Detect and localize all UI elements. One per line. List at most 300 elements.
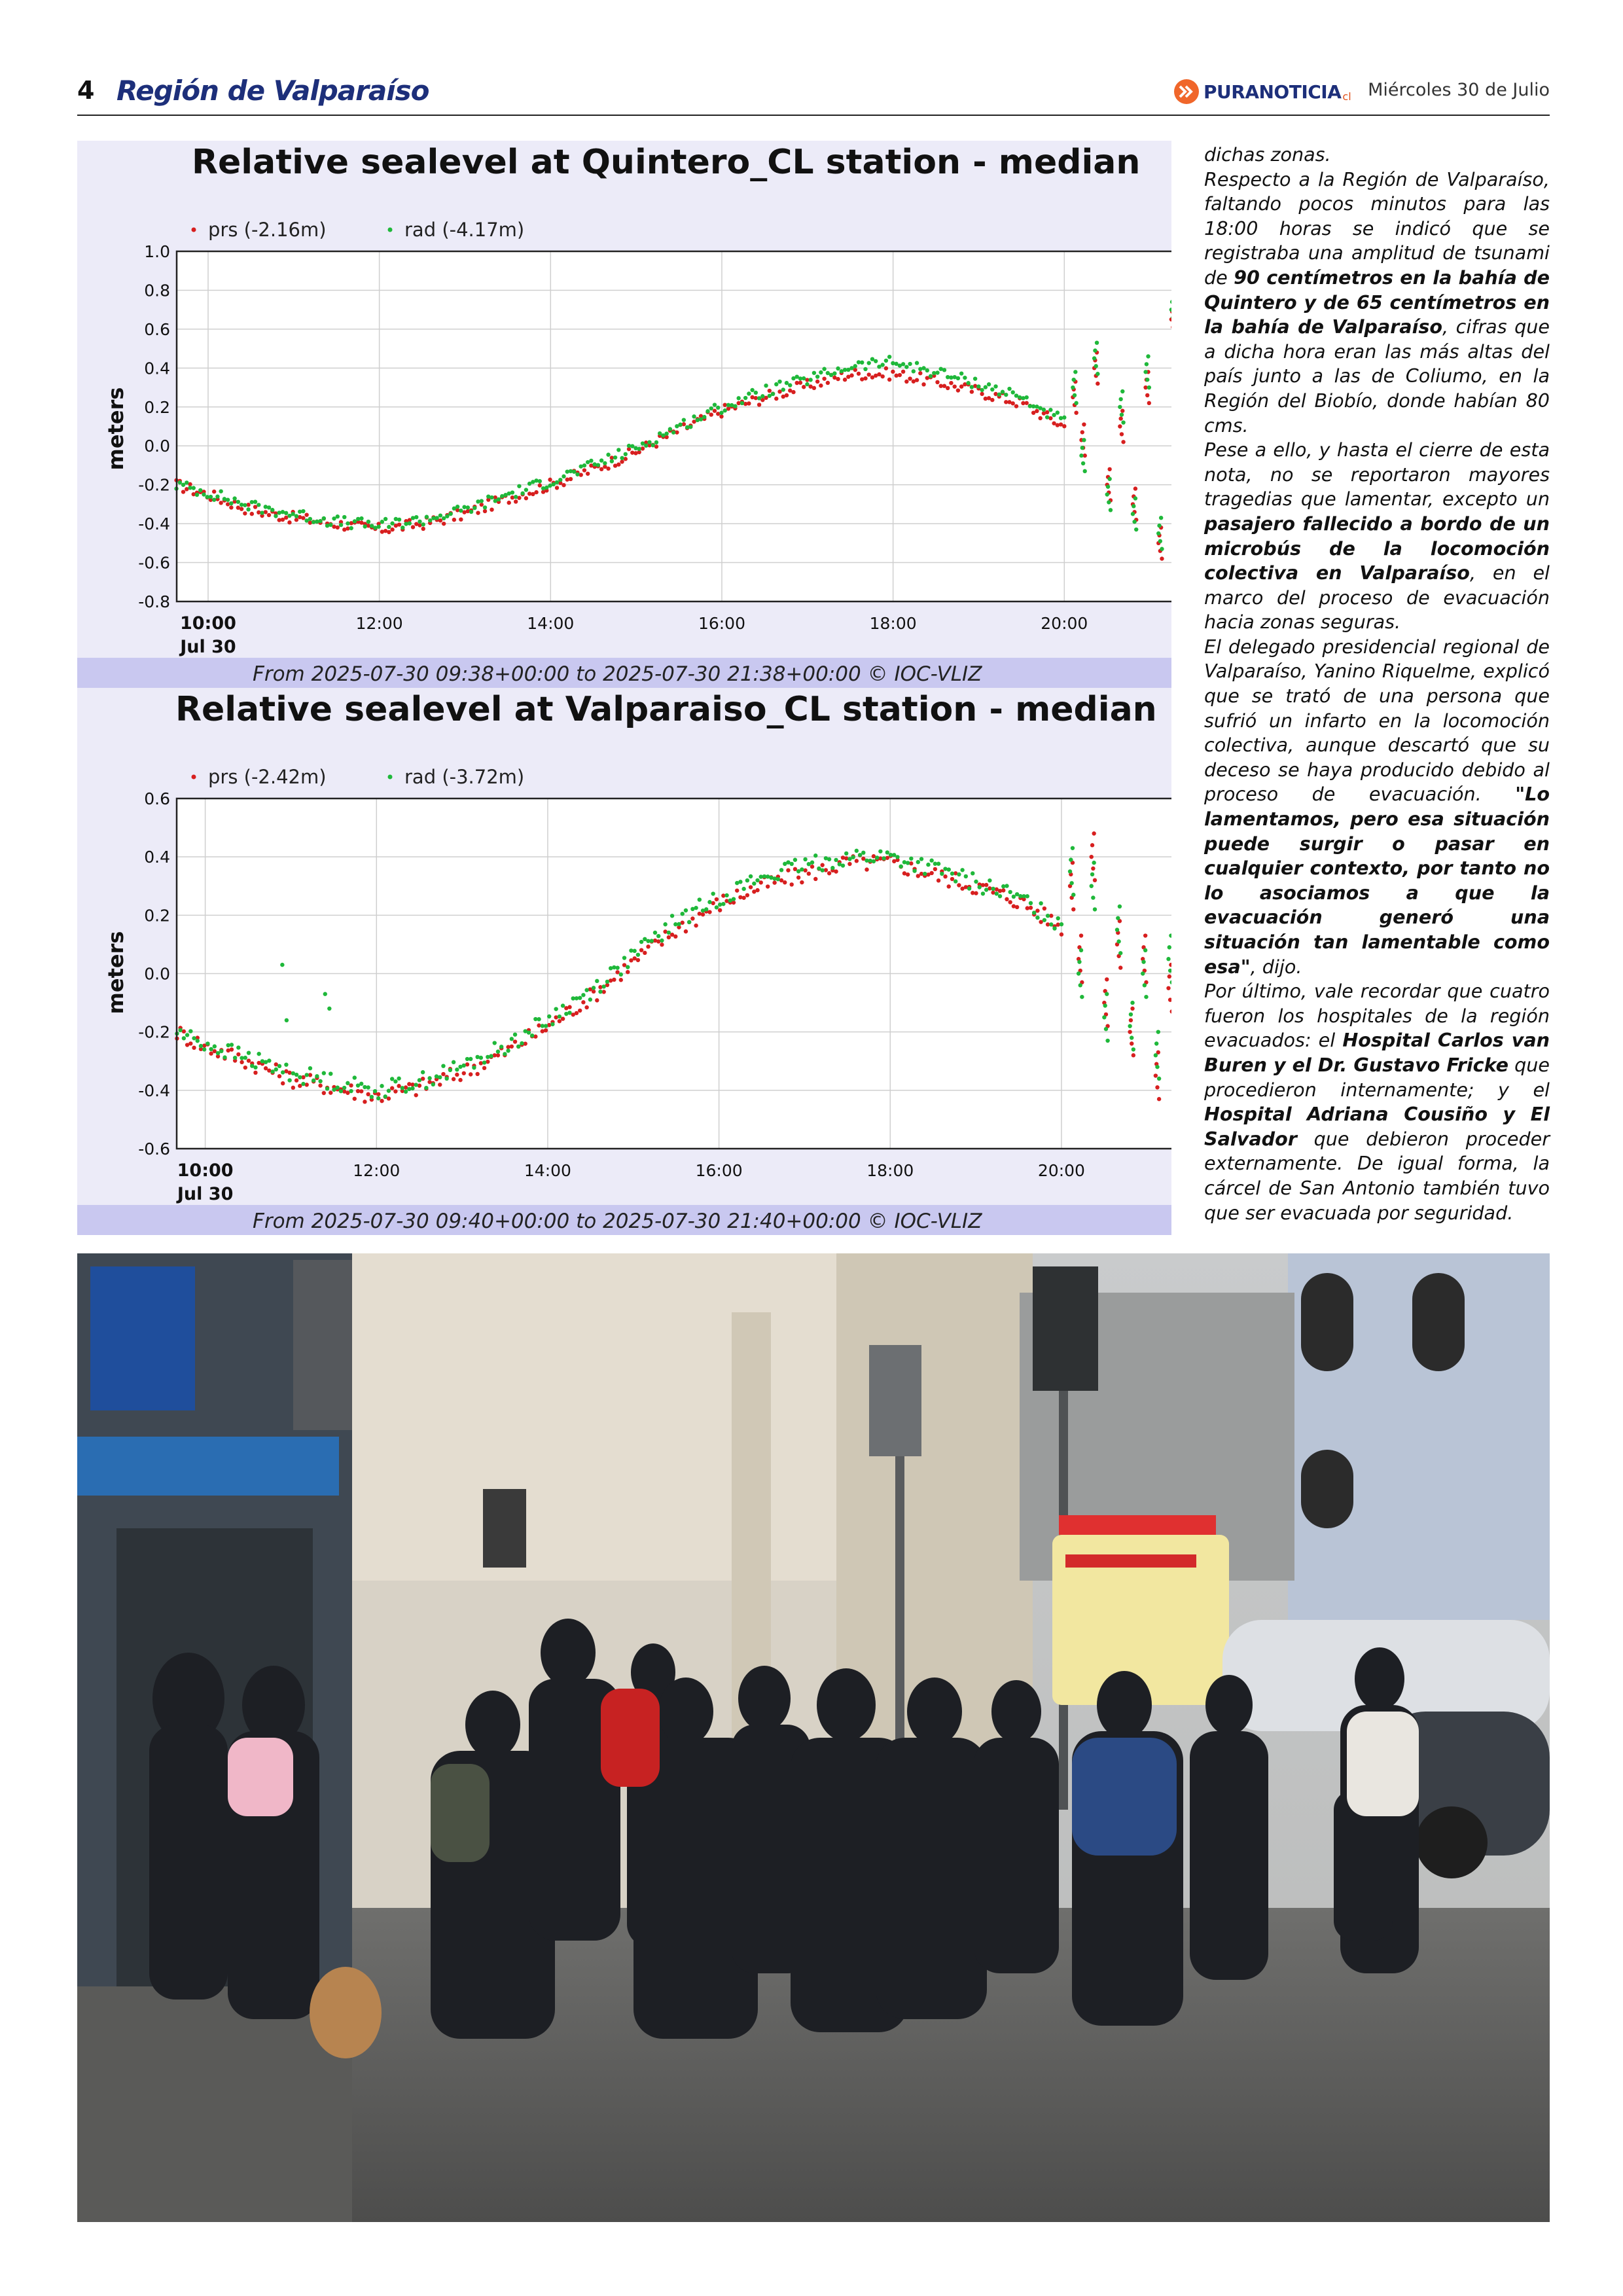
data-point bbox=[444, 1077, 448, 1081]
data-point bbox=[473, 506, 476, 510]
data-point bbox=[1118, 416, 1122, 420]
data-point bbox=[280, 963, 284, 967]
data-point bbox=[397, 522, 401, 526]
y-tick-label: -0.6 bbox=[138, 1139, 170, 1158]
data-point bbox=[561, 1003, 565, 1007]
data-point bbox=[1079, 454, 1083, 457]
data-point bbox=[1095, 340, 1099, 344]
data-point bbox=[1024, 401, 1028, 405]
data-point bbox=[482, 1066, 486, 1070]
data-point bbox=[1068, 869, 1072, 873]
data-point bbox=[957, 883, 961, 887]
data-point bbox=[735, 888, 739, 892]
data-point bbox=[800, 880, 804, 884]
x-tick-label: 16:00 bbox=[695, 1161, 743, 1180]
data-point bbox=[1130, 1035, 1133, 1039]
data-point bbox=[411, 525, 415, 529]
data-point bbox=[1043, 918, 1046, 922]
data-point bbox=[952, 384, 956, 388]
data-point bbox=[1090, 872, 1094, 876]
data-point bbox=[335, 1085, 339, 1089]
data-point bbox=[644, 444, 648, 448]
data-point bbox=[267, 1058, 271, 1062]
data-point bbox=[940, 872, 944, 876]
data-point bbox=[510, 1037, 514, 1041]
data-point bbox=[694, 924, 698, 927]
legend-rad-label: rad (-3.72m) bbox=[404, 766, 525, 788]
data-point bbox=[1118, 965, 1122, 969]
data-point bbox=[596, 463, 600, 467]
data-point bbox=[322, 516, 326, 520]
data-point bbox=[755, 888, 759, 892]
data-point bbox=[815, 374, 819, 378]
data-point bbox=[294, 1073, 298, 1077]
data-point bbox=[1168, 945, 1171, 949]
data-point bbox=[976, 384, 980, 388]
data-point bbox=[1106, 484, 1110, 488]
data-point bbox=[1146, 354, 1150, 358]
data-point bbox=[475, 1072, 479, 1076]
data-point bbox=[229, 505, 233, 509]
issue-date: Miércoles 30 de Julio bbox=[1368, 80, 1550, 100]
data-point bbox=[480, 503, 484, 507]
data-point bbox=[448, 1068, 452, 1072]
data-point bbox=[558, 1014, 562, 1018]
data-point bbox=[718, 908, 722, 912]
data-point bbox=[716, 406, 720, 410]
data-point bbox=[880, 374, 884, 378]
data-point bbox=[667, 935, 671, 939]
data-point bbox=[339, 523, 343, 527]
data-point bbox=[599, 467, 603, 471]
data-point bbox=[230, 1043, 234, 1047]
data-point bbox=[329, 523, 332, 527]
data-point bbox=[793, 858, 797, 862]
data-point bbox=[315, 1074, 319, 1078]
data-point bbox=[219, 1049, 223, 1053]
data-point bbox=[490, 507, 493, 511]
data-point bbox=[687, 920, 691, 924]
data-point bbox=[682, 418, 686, 422]
data-point bbox=[1120, 409, 1124, 413]
x-date-label: Jul 30 bbox=[177, 1184, 234, 1204]
data-point bbox=[1074, 410, 1078, 414]
data-point bbox=[636, 958, 640, 962]
data-point bbox=[393, 1079, 397, 1083]
x-tick-label: 10:00 bbox=[179, 613, 236, 634]
data-point bbox=[414, 1083, 418, 1086]
data-point bbox=[959, 384, 963, 388]
data-point bbox=[1147, 401, 1151, 405]
data-point bbox=[1132, 520, 1136, 524]
data-point bbox=[715, 897, 719, 901]
data-point bbox=[764, 384, 768, 387]
data-point bbox=[684, 929, 688, 933]
data-point bbox=[926, 863, 930, 867]
data-point bbox=[812, 371, 816, 375]
data-point bbox=[1128, 1030, 1132, 1033]
data-point bbox=[499, 1045, 503, 1049]
data-point bbox=[1011, 390, 1015, 394]
data-point bbox=[1118, 905, 1122, 908]
data-point bbox=[908, 376, 912, 380]
data-point bbox=[1073, 370, 1077, 374]
data-point bbox=[615, 970, 619, 974]
x-tick-label: 10:00 bbox=[177, 1160, 234, 1181]
data-point bbox=[834, 858, 838, 862]
legend-rad-label: rad (-4.17m) bbox=[404, 219, 525, 241]
data-point bbox=[620, 459, 624, 463]
legend-prs-marker bbox=[192, 775, 196, 780]
data-point bbox=[442, 522, 446, 526]
data-point bbox=[752, 882, 756, 886]
data-point bbox=[970, 385, 974, 389]
data-point bbox=[616, 448, 620, 452]
data-point bbox=[1062, 424, 1066, 428]
data-point bbox=[802, 385, 806, 389]
data-point bbox=[1133, 496, 1137, 500]
data-point bbox=[1157, 1077, 1161, 1081]
data-point bbox=[1168, 975, 1171, 978]
y-tick-label: -0.6 bbox=[138, 553, 170, 573]
data-point bbox=[1060, 922, 1063, 926]
data-point bbox=[921, 382, 925, 386]
data-point bbox=[599, 458, 603, 462]
data-point bbox=[274, 1067, 278, 1071]
data-point bbox=[1116, 939, 1120, 943]
data-point bbox=[380, 1099, 383, 1103]
data-point bbox=[1049, 922, 1053, 926]
data-point bbox=[595, 979, 599, 983]
x-tick-label: 18:00 bbox=[866, 1161, 914, 1180]
data-point bbox=[1118, 951, 1122, 955]
data-point bbox=[688, 425, 692, 429]
data-point bbox=[745, 893, 749, 897]
data-point bbox=[1132, 1053, 1135, 1057]
data-point bbox=[1132, 504, 1135, 508]
data-point bbox=[243, 1066, 247, 1069]
data-point bbox=[1128, 1024, 1132, 1028]
data-point bbox=[192, 1036, 196, 1040]
legend-rad-marker bbox=[388, 775, 393, 780]
data-point bbox=[622, 956, 626, 960]
data-point bbox=[301, 509, 305, 513]
data-point bbox=[373, 1089, 377, 1093]
data-point bbox=[713, 403, 717, 406]
data-point bbox=[544, 1024, 548, 1028]
data-point bbox=[181, 490, 185, 493]
data-point bbox=[1105, 992, 1109, 996]
y-tick-label: 0.8 bbox=[144, 281, 170, 300]
data-point bbox=[851, 855, 855, 859]
data-point bbox=[318, 519, 322, 523]
data-point bbox=[223, 1055, 226, 1059]
data-point bbox=[779, 868, 783, 872]
data-point bbox=[452, 1077, 455, 1081]
data-point bbox=[555, 480, 559, 484]
data-point bbox=[253, 1071, 257, 1075]
data-point bbox=[547, 1014, 551, 1018]
data-point bbox=[875, 855, 879, 859]
data-point bbox=[483, 509, 487, 513]
article-column bbox=[1204, 143, 1550, 1225]
data-point bbox=[1130, 1001, 1134, 1005]
data-point bbox=[270, 508, 274, 512]
article-paragraph: Respecto a la Región de Valparaíso, faltando pocos minutos para las 18:00 horas se indicó que se registraba una amplitud de tsunami de 90 centímetros en la bahía de Quintero y de 65 centímetros en la bahía de Valparaíso, cifras que a dicha hora eran las más altas del país junto a las de Coliumo, en la Región del Biobío, donde habían 80 cms. bbox=[1204, 168, 1550, 437]
data-point bbox=[188, 1041, 192, 1045]
data-point bbox=[202, 1047, 206, 1051]
data-point bbox=[380, 520, 384, 524]
data-point bbox=[452, 518, 456, 522]
data-point bbox=[916, 860, 920, 864]
data-point bbox=[1118, 397, 1122, 401]
data-point bbox=[1105, 492, 1109, 496]
data-point bbox=[308, 517, 312, 521]
data-point bbox=[1071, 378, 1075, 382]
data-point bbox=[497, 497, 501, 501]
data-point bbox=[366, 1092, 370, 1096]
data-point bbox=[959, 371, 963, 375]
data-point bbox=[1007, 387, 1011, 391]
data-point bbox=[418, 520, 421, 524]
data-point bbox=[421, 527, 425, 531]
data-point bbox=[702, 415, 706, 419]
data-point bbox=[243, 503, 247, 507]
data-point bbox=[383, 1094, 387, 1098]
data-point bbox=[425, 515, 429, 519]
data-point bbox=[578, 996, 582, 999]
data-point bbox=[294, 514, 298, 518]
data-point bbox=[421, 1070, 425, 1074]
data-point bbox=[205, 1041, 209, 1045]
data-point bbox=[970, 389, 974, 393]
data-point bbox=[1069, 881, 1073, 885]
data-point bbox=[510, 1045, 514, 1049]
data-point bbox=[212, 497, 216, 501]
data-point bbox=[513, 1032, 517, 1036]
data-point bbox=[1015, 905, 1019, 909]
data-point bbox=[1039, 901, 1043, 905]
data-point bbox=[1134, 528, 1138, 531]
data-point bbox=[615, 965, 619, 969]
data-point bbox=[908, 362, 912, 366]
data-point bbox=[544, 1028, 548, 1032]
data-point bbox=[538, 483, 542, 487]
data-point bbox=[860, 361, 864, 365]
data-point bbox=[745, 878, 749, 882]
data-point bbox=[626, 970, 630, 974]
data-point bbox=[887, 355, 891, 359]
data-point bbox=[923, 872, 927, 876]
data-point bbox=[586, 472, 590, 476]
data-point bbox=[613, 456, 617, 459]
data-point bbox=[1077, 960, 1081, 963]
article-paragraph: dichas zonas. bbox=[1204, 143, 1331, 166]
data-point bbox=[250, 512, 254, 516]
data-point bbox=[1082, 438, 1086, 442]
data-point bbox=[942, 368, 946, 372]
data-point bbox=[709, 412, 713, 416]
data-point bbox=[483, 505, 487, 509]
data-point bbox=[776, 877, 780, 881]
page-header bbox=[77, 72, 1550, 118]
data-point bbox=[827, 857, 831, 861]
chart-footer: From 2025-07-30 09:40+00:00 to 2025-07-30 21:40+00:00 © IOC-VLIZ bbox=[253, 1210, 982, 1233]
data-point bbox=[318, 1083, 322, 1087]
data-point bbox=[1038, 416, 1042, 420]
data-point bbox=[810, 861, 814, 865]
data-point bbox=[185, 1033, 189, 1037]
data-point bbox=[588, 997, 592, 1001]
data-point bbox=[711, 891, 715, 895]
data-point bbox=[619, 973, 623, 977]
data-point bbox=[558, 478, 562, 482]
chart-footer: From 2025-07-30 09:38+00:00 to 2025-07-30 21:38+00:00 © IOC-VLIZ bbox=[253, 662, 982, 686]
data-point bbox=[1166, 957, 1170, 961]
data-point bbox=[960, 868, 964, 872]
data-point bbox=[469, 1072, 473, 1076]
y-tick-label: -0.4 bbox=[138, 1081, 170, 1100]
data-point bbox=[209, 1047, 213, 1051]
data-point bbox=[878, 850, 882, 853]
data-point bbox=[397, 1077, 401, 1081]
data-point bbox=[1090, 884, 1094, 888]
data-point bbox=[506, 1049, 510, 1052]
data-point bbox=[660, 942, 664, 946]
y-tick-label: 0.2 bbox=[144, 906, 170, 925]
data-point bbox=[209, 495, 213, 499]
data-point bbox=[956, 376, 960, 380]
data-point bbox=[872, 859, 876, 863]
data-point bbox=[462, 1071, 466, 1075]
data-point bbox=[527, 1030, 531, 1034]
data-point bbox=[230, 1047, 234, 1051]
data-point bbox=[339, 1089, 343, 1093]
data-point bbox=[346, 522, 349, 526]
data-point bbox=[1079, 933, 1083, 937]
data-point bbox=[921, 366, 925, 370]
data-point bbox=[747, 401, 751, 405]
data-point bbox=[1121, 440, 1125, 444]
data-point bbox=[997, 393, 1001, 397]
data-point bbox=[891, 370, 895, 374]
data-point bbox=[581, 1000, 585, 1004]
data-point bbox=[929, 871, 933, 875]
data-point bbox=[950, 877, 954, 881]
data-point bbox=[418, 1078, 421, 1082]
data-point bbox=[898, 373, 902, 377]
data-point bbox=[901, 370, 905, 374]
data-point bbox=[387, 530, 391, 534]
data-point bbox=[1014, 404, 1018, 408]
data-point bbox=[584, 1005, 588, 1009]
data-point bbox=[267, 513, 271, 517]
data-point bbox=[740, 401, 744, 405]
data-point bbox=[863, 367, 867, 371]
data-point bbox=[589, 459, 593, 463]
data-point bbox=[884, 359, 888, 363]
data-point bbox=[578, 1009, 582, 1013]
data-point bbox=[438, 1075, 442, 1079]
data-point bbox=[867, 361, 871, 365]
data-point bbox=[510, 490, 514, 494]
data-point bbox=[318, 1079, 322, 1083]
data-point bbox=[616, 462, 620, 466]
data-point bbox=[1073, 393, 1077, 397]
data-point bbox=[884, 367, 888, 370]
data-point bbox=[329, 1090, 332, 1094]
data-point bbox=[781, 387, 785, 391]
data-point bbox=[749, 885, 753, 889]
y-tick-label: 0.6 bbox=[144, 319, 170, 339]
y-tick-label: 0.0 bbox=[144, 437, 170, 456]
data-point bbox=[785, 393, 789, 397]
data-point bbox=[741, 887, 745, 891]
data-point bbox=[822, 376, 826, 380]
data-point bbox=[524, 488, 528, 492]
data-point bbox=[719, 411, 723, 415]
data-point bbox=[1154, 1073, 1158, 1077]
data-point bbox=[701, 912, 705, 916]
data-point bbox=[424, 1086, 428, 1090]
data-point bbox=[274, 514, 277, 518]
data-point bbox=[707, 910, 711, 914]
data-point bbox=[813, 877, 817, 881]
data-point bbox=[517, 484, 521, 488]
data-point bbox=[966, 381, 970, 385]
data-point bbox=[743, 396, 747, 400]
data-point bbox=[1159, 516, 1163, 520]
data-point bbox=[1032, 910, 1036, 914]
section-title: Región de Valparaíso bbox=[116, 75, 429, 107]
data-point bbox=[390, 1086, 394, 1090]
data-point bbox=[1029, 901, 1033, 905]
data-point bbox=[786, 868, 790, 872]
data-point bbox=[1116, 916, 1120, 920]
data-point bbox=[785, 381, 789, 385]
data-point bbox=[247, 1058, 251, 1062]
data-point bbox=[882, 856, 885, 860]
data-point bbox=[466, 505, 470, 509]
data-point bbox=[393, 1089, 397, 1093]
data-point bbox=[240, 507, 243, 511]
puranoticia-logo-icon bbox=[1173, 79, 1200, 105]
data-point bbox=[567, 1011, 571, 1014]
data-point bbox=[946, 386, 950, 390]
x-tick-label: 14:00 bbox=[524, 1161, 571, 1180]
data-point bbox=[592, 986, 596, 990]
data-point bbox=[664, 431, 668, 435]
data-point bbox=[353, 519, 357, 523]
data-point bbox=[832, 371, 836, 375]
y-axis-label: meters bbox=[103, 931, 128, 1014]
legend-prs-marker bbox=[192, 228, 196, 232]
data-point bbox=[1093, 907, 1097, 911]
brand-name: PURANOTICIA bbox=[1204, 81, 1342, 103]
data-point bbox=[606, 453, 610, 457]
data-point bbox=[654, 440, 658, 444]
data-point bbox=[1143, 370, 1147, 374]
data-point bbox=[865, 867, 868, 871]
data-point bbox=[1156, 531, 1160, 535]
data-point bbox=[458, 1078, 462, 1082]
data-point bbox=[626, 965, 630, 969]
data-point bbox=[653, 931, 657, 935]
data-point bbox=[967, 886, 971, 890]
data-point bbox=[660, 939, 664, 942]
data-point bbox=[253, 1066, 257, 1069]
data-point bbox=[788, 383, 792, 387]
